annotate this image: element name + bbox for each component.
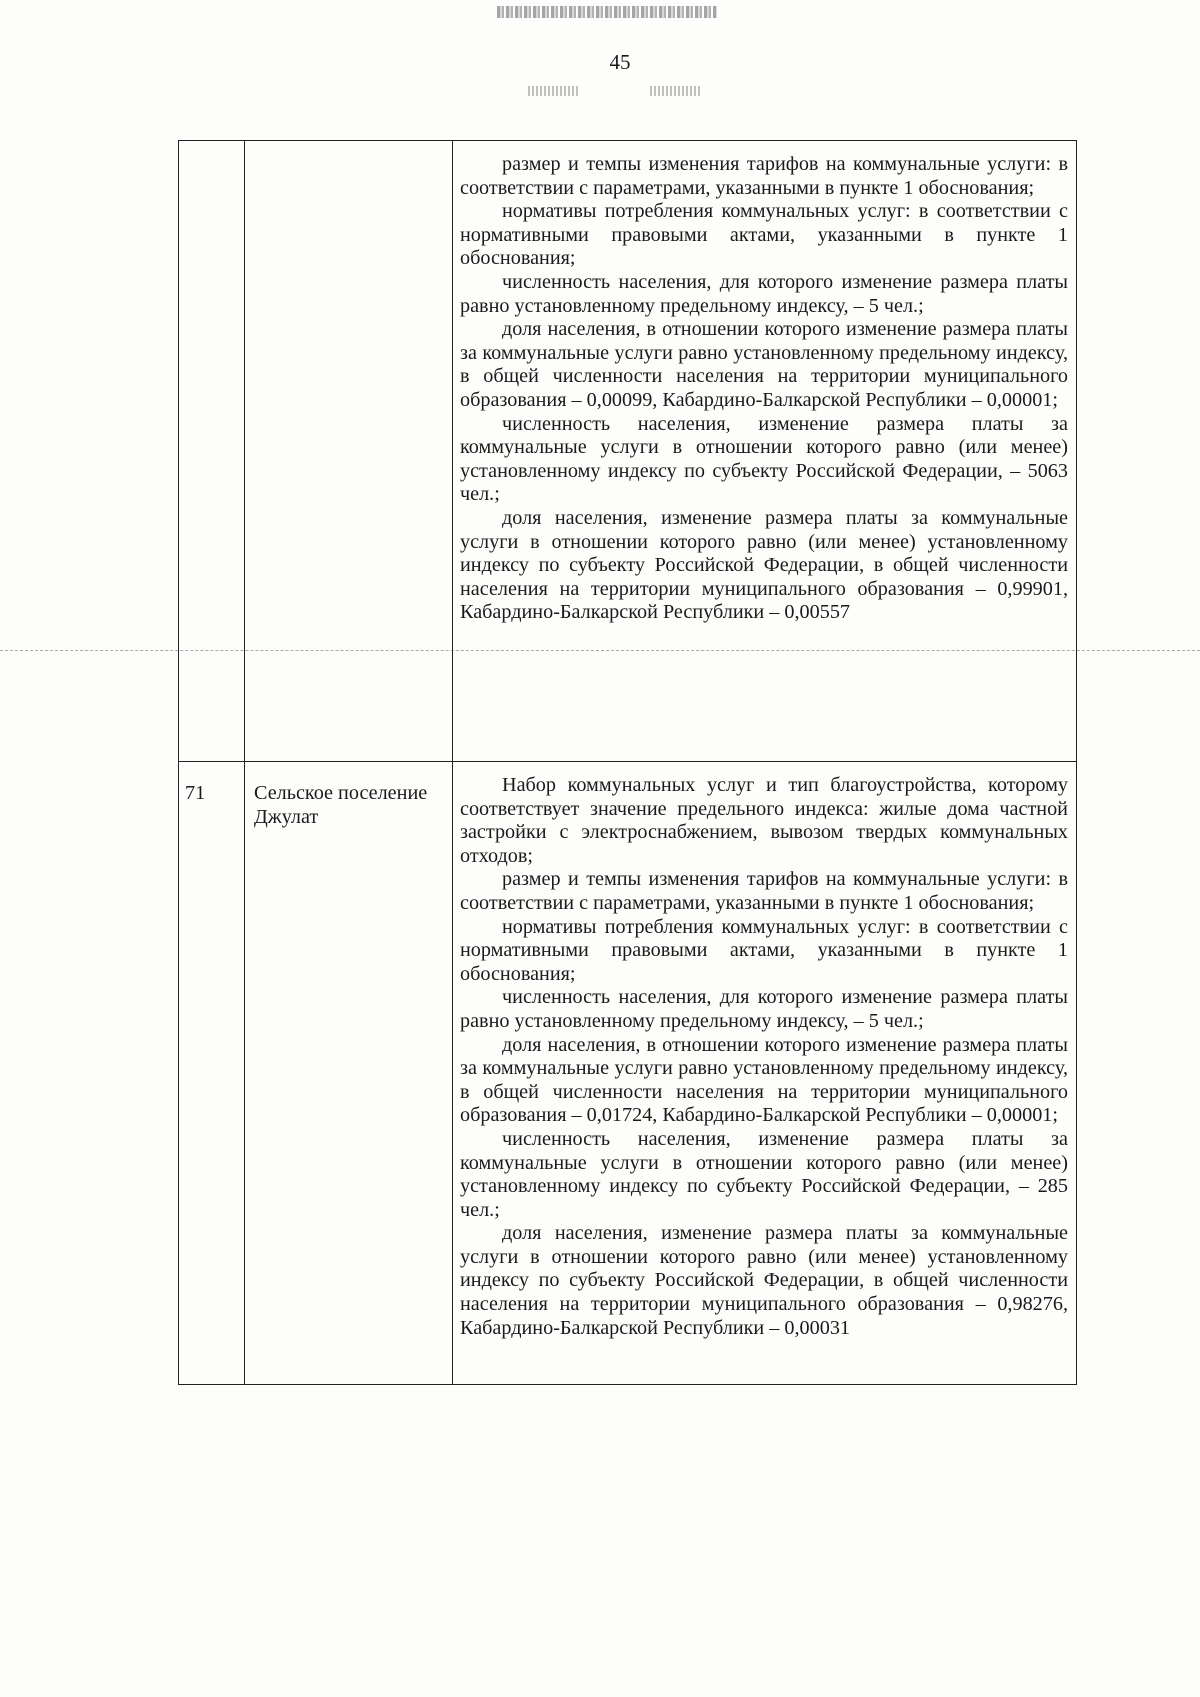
paragraph: численность населения, изменение размера платы за коммунальные услуги в отношении которого равно (или менее) установленному индексу по субъекту Российской Федерации, – 5063 чел.; <box>460 412 1068 506</box>
row-number-cell <box>179 141 245 762</box>
document-table <box>178 140 1077 1385</box>
paragraph: численность населения, для которого изменение размера платы равно установленному предельному индексу, – 5 чел.; <box>460 270 1068 317</box>
scan-artifact-right <box>650 86 700 96</box>
municipality-name-cell <box>245 141 453 762</box>
paragraph: нормативы потребления коммунальных услуг: в соответствии с нормативными правовыми актами, указанными в пункте 1 обоснования; <box>460 915 1068 985</box>
municipality-name-cell: Сельское поселение Джулат <box>245 762 453 1385</box>
paragraph: нормативы потребления коммунальных услуг: в соответствии с нормативными правовыми актами, указанными в пункте 1 обоснования; <box>460 200 1068 270</box>
table-row <box>179 762 1077 1385</box>
paragraph: численность населения, изменение размера платы за коммунальные услуги в отношении которого равно (или менее) установленному индексу по субъекту Российской Федерации, – 285 чел.; <box>460 1127 1068 1221</box>
scan-artifact-top <box>497 6 717 18</box>
paragraph: численность населения, для которого изменение размера платы равно установленному предельному индексу, – 5 чел.; <box>460 986 1068 1032</box>
paragraph: доля населения, в отношении которого изменение размера платы за коммунальные услуги равно установленному предельному индексу, в общей численности населения на территории муниципального образования – 0,00099, Кабардино-Балкарской Республики – 0,00001; <box>460 318 1068 411</box>
page-number: 45 <box>609 50 631 74</box>
description-cell <box>453 141 1077 762</box>
paragraph: доля населения, изменение размера платы за коммунальные услуги в отношении которого равно (или менее) установленному индексу по субъекту Российской Федерации, в общей численности населения на территории муниципального образования – 0,98276, Кабардино-Балкарской Республики – 0,00031 <box>460 1222 1068 1339</box>
table-row <box>179 141 1077 762</box>
scan-artifact-left <box>528 86 578 96</box>
paragraph: размер и темпы изменения тарифов на коммунальные услуги: в соответствии с параметрами, указанными в пункте 1 обоснования; <box>460 868 1068 914</box>
paragraph: доля населения, изменение размера платы за коммунальные услуги в отношении которого равно (или менее) установленному индексу по субъекту Российской Федерации, в общей численности населения на территории муниципального образования – 0,99901, Кабардино-Балкарской Республики – 0,00557 <box>460 506 1068 624</box>
paragraph: Набор коммунальных услуг и тип благоустройства, которому соответствует значение предельного индекса: жилые дома частной застройки с электроснабжением, вывозом твердых коммунальных отходов; <box>460 774 1068 867</box>
paragraph: размер и темпы изменения тарифов на коммунальные услуги: в соответствии с параметрами, указанными в пункте 1 обоснования; <box>460 153 1068 199</box>
paragraph: доля населения, в отношении которого изменение размера платы за коммунальные услуги равно установленному предельному индексу, в общей численности населения на территории муниципального образования – 0,01724, Кабардино-Балкарской Республики – 0,00001; <box>460 1033 1068 1127</box>
description-cell <box>453 762 1077 1385</box>
row-number-cell: 71 <box>179 762 245 1385</box>
